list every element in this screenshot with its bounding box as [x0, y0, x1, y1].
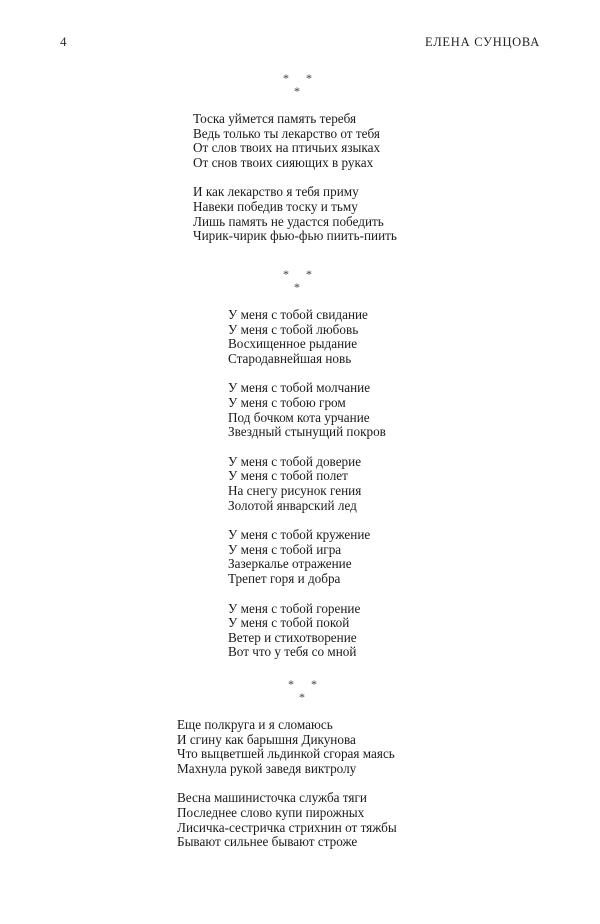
poem-block: [193, 72, 397, 244]
poem-line: У меня с тобой любовь: [228, 321, 359, 337]
author-running-head: ЕЛЕНА СУНЦОВА: [424, 35, 540, 49]
asterisk-icon: *: [306, 71, 312, 85]
poem-line: У меня с тобой свидание: [228, 307, 368, 322]
poem-line: Навеки победив тоску и тьму: [193, 198, 358, 214]
poem-line: Стародавнейшая новь: [228, 350, 352, 366]
poem-line: Вот что у тебя со мной: [228, 644, 357, 660]
poem-line: У меня с тобой кружение: [228, 527, 371, 543]
page-number: 4: [60, 34, 67, 49]
poem-line: Лишь память не удастся победить: [193, 213, 384, 229]
asterisk-separator: [283, 268, 329, 298]
stanza: [228, 528, 386, 586]
poem-line: У меня с тобой игра: [228, 541, 342, 557]
poem-line: Бывают сильнее бывают строже: [177, 834, 358, 850]
poem-block: [228, 268, 386, 660]
stanza: [228, 308, 386, 366]
stanza: [228, 602, 386, 660]
poem-line: Восхищенное рыдание: [228, 336, 358, 352]
poem-line: Махнула рукой заведя виктролу: [177, 760, 357, 776]
poem-line: Весна машинисточка служба тяги: [177, 790, 367, 806]
asterisk-icon: *: [294, 280, 300, 294]
asterisk-icon: *: [306, 267, 312, 281]
poem-line: Золотой январский лед: [228, 497, 357, 513]
asterisk-icon: *: [294, 84, 300, 98]
poem-line: Ветер и стихотворение: [228, 629, 357, 645]
poem-line: От снов твоих сияющих в руках: [193, 154, 374, 170]
asterisk-icon: *: [283, 267, 289, 281]
running-head: [60, 33, 540, 51]
poem-block: [177, 678, 397, 850]
poem-line: И как лекарство я тебя приму: [193, 184, 359, 200]
poem-line: На снегу рисунок гения: [228, 482, 362, 498]
poem-line: Под бочком кота урчание: [228, 409, 370, 425]
asterisk-icon: *: [288, 677, 294, 691]
poem-line: Ведь только ты лекарство от тебя: [193, 125, 380, 141]
poem-line: У меня с тобою гром: [228, 394, 346, 410]
poem-line: И сгину как барышня Дикунова: [177, 731, 356, 747]
stanza: [228, 455, 386, 513]
poem-line: От слов твоих на птичьих языках: [193, 140, 381, 156]
poem-line: Лисичка-сестричка стрихнин от тяжбы: [177, 819, 397, 835]
asterisk-icon: *: [299, 690, 305, 704]
poem-line: Зазеркалье отражение: [228, 556, 352, 572]
poem-line: Что выцветшей льдинкой сгорая маясь: [177, 746, 395, 762]
asterisk-separator: [283, 72, 329, 102]
poem-line: У меня с тобой горение: [228, 600, 361, 616]
asterisk-separator: [288, 678, 334, 708]
stanza: [193, 185, 397, 243]
poem-line: Последнее слово купи пирожных: [177, 804, 365, 820]
poem-line: Звездный стынущий покров: [228, 424, 386, 440]
asterisk-icon: *: [283, 71, 289, 85]
stanza: [177, 718, 397, 776]
stanza: [228, 381, 386, 439]
stanza: [193, 112, 397, 170]
poem-line: Тоска уймется память теребя: [193, 111, 357, 126]
asterisk-icon: *: [311, 677, 317, 691]
poem-line: У меня с тобой покой: [228, 615, 350, 631]
poem-line: Трепет горя и добра: [228, 570, 341, 586]
poem-line: У меня с тобой доверие: [228, 453, 362, 469]
poem-line: Чирик-чирик фью-фью пиить-пиить: [193, 228, 397, 244]
poem-line: У меня с тобой полет: [228, 468, 348, 484]
poem-line: У меня с тобой молчание: [228, 380, 371, 396]
poem-line: Еще полкруга и я сломаюсь: [177, 717, 333, 732]
stanza: [177, 791, 397, 849]
